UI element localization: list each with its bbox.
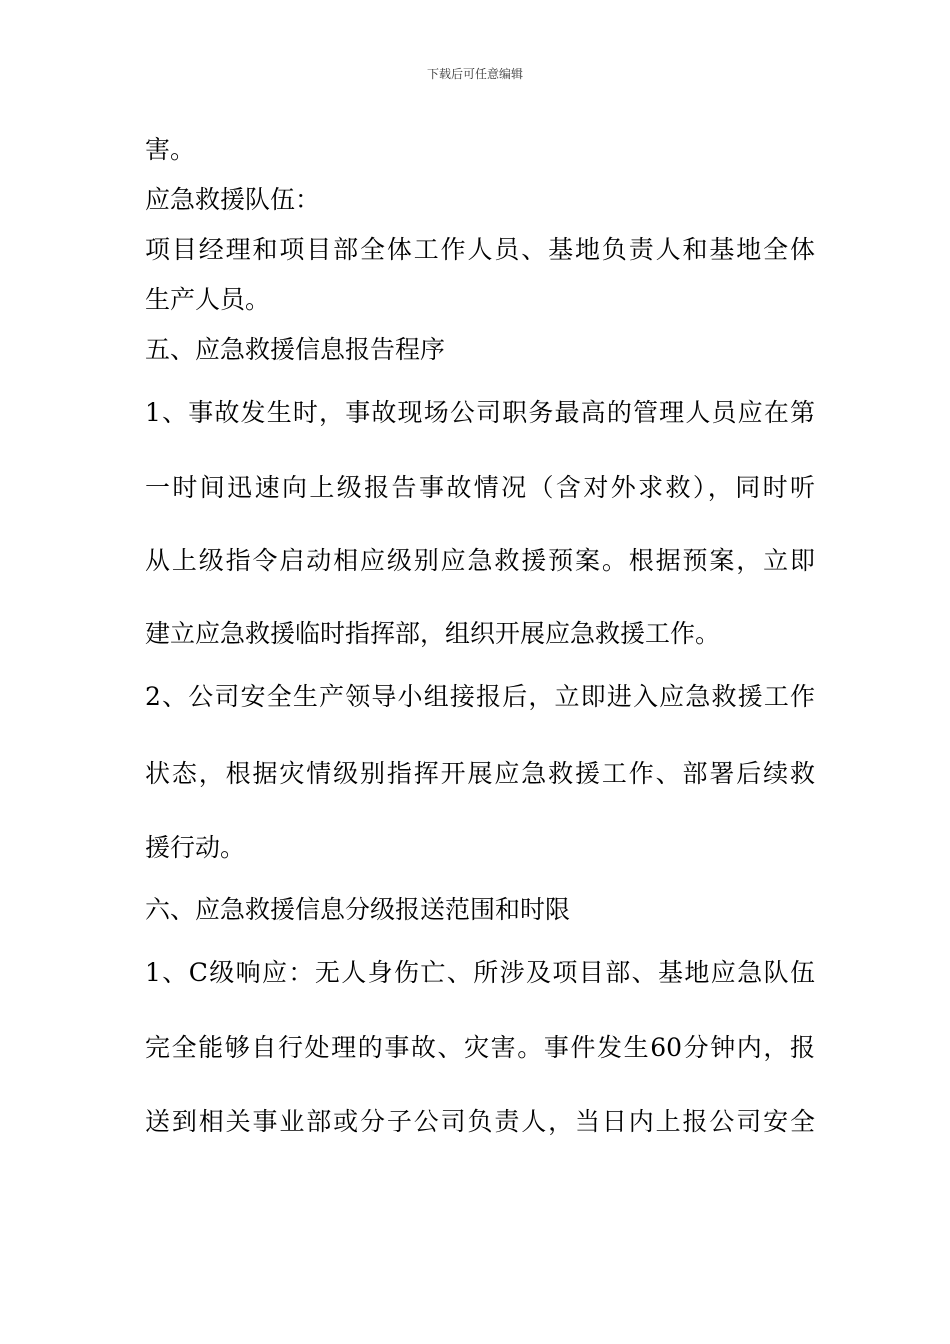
- text-line: 建立应急救援临时指挥部，组织开展应急救援工作。: [145, 619, 721, 648]
- text-line: 2、公司安全生产领导小组接报后，立即进入应急救援工作: [145, 682, 815, 711]
- text-line: 送到相关事业部或分子公司负责人，当日内上报公司安全: [145, 1107, 815, 1136]
- text-line: 状态，根据灾情级别指挥开展应急救援工作、部署后续救: [145, 759, 815, 788]
- text-line: 援行动。: [145, 833, 246, 862]
- page-header: 下载后可任意编辑: [426, 67, 523, 81]
- text-line: 1、事故发生时，事故现场公司职务最高的管理人员应在第: [145, 398, 815, 427]
- text-line: 从上级指令启动相应级别应急救援预案。根据预案，立即: [145, 546, 815, 575]
- text-line: 害。: [145, 135, 196, 164]
- text-line: 生产人员。: [145, 285, 271, 314]
- text-line: 完全能够自行处理的事故、灾害。事件发生60分钟内，报: [145, 1033, 815, 1062]
- section-heading: 六、应急救援信息分级报送范围和时限: [145, 895, 571, 924]
- text-line: 项目经理和项目部全体工作人员、基地负责人和基地全体: [145, 235, 815, 264]
- section-heading: 五、应急救援信息报告程序: [145, 335, 446, 364]
- section-label: 应急救援队伍：: [145, 185, 321, 214]
- text-line: 一时间迅速向上级报告事故情况（含对外求救），同时听: [145, 473, 815, 502]
- text-line: 1、C级响应：无人身伤亡、所涉及项目部、基地应急队伍: [145, 958, 815, 987]
